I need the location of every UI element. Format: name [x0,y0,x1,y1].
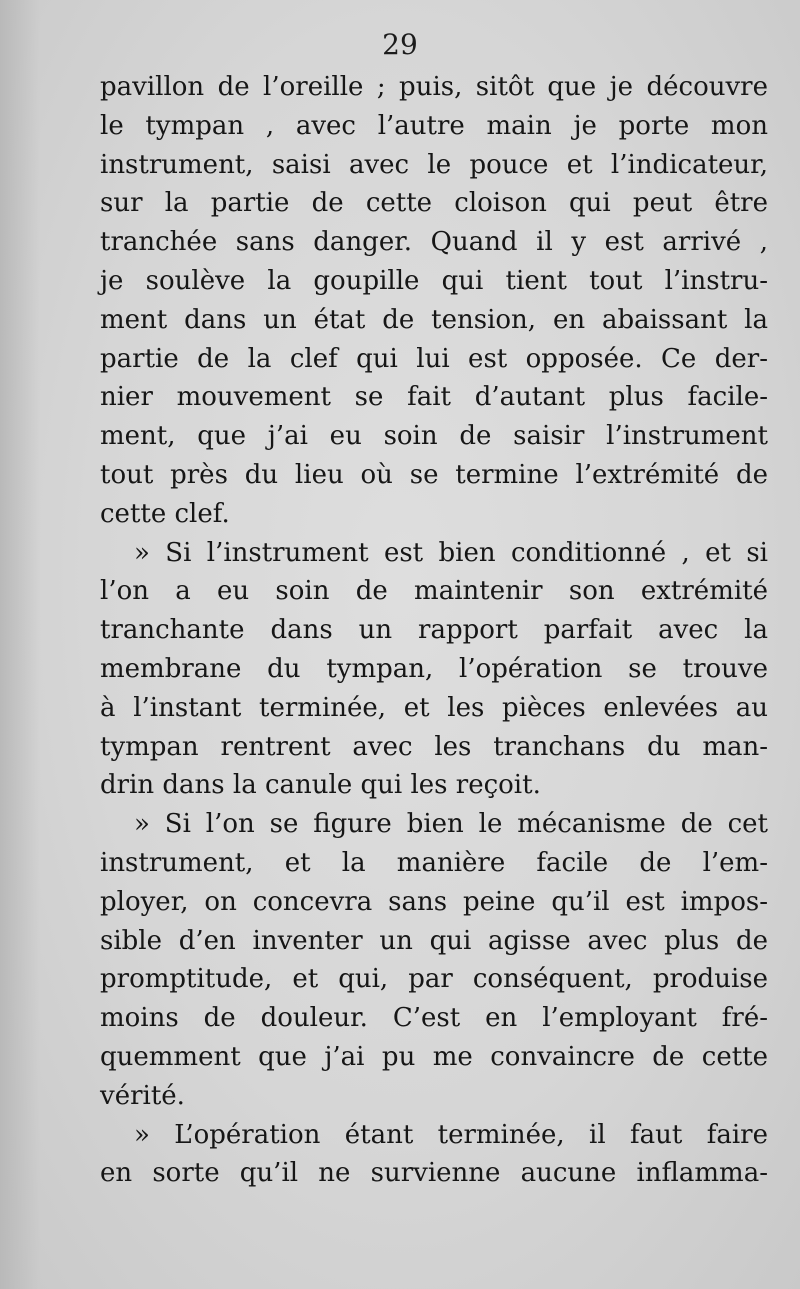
text-line: nier mouvement se fait d’autant plus facile- [100,382,768,413]
text-line: quemment que j’ai pu me convaincre de cette [100,1041,768,1072]
text-line: instrument, saisi avec le pouce et l’indicateur, [100,149,768,180]
body-text [100,68,768,1193]
text-line: promptitude, et qui, par conséquent, produise [100,964,768,995]
text-line: tympan rentrent avec les tranchans du man- [100,731,768,762]
text-line: je soulève la goupille qui tient tout l’instru- [100,265,768,296]
text-line: ment dans un état de tension, en abaissant la [100,304,768,335]
text-line: ment, que j’ai eu soin de saisir l’instrument [100,421,768,452]
text-line: drin dans la canule qui les reçoit. [100,770,541,801]
text-line: membrane du tympan, l’opération se trouve [100,653,768,684]
text-line: tranchée sans danger. Quand il y est arrivé , [100,227,768,258]
text-line: le tympan , avec l’autre main je porte mon [100,110,768,141]
text-line: l’on a eu soin de maintenir son extrémité [100,576,768,607]
text-line: cette clef. [100,498,230,529]
text-line: tranchante dans un rapport parfait avec la [100,615,768,646]
text-line: sur la partie de cette cloison qui peut être [100,188,768,219]
text-line: pavillon de l’oreille ; puis, sitôt que je découvre [100,72,768,102]
text-line: sible d’en inventer un qui agisse avec plus de [100,925,768,956]
text-line: moins de douleur. C’est en l’employant fré- [100,1003,768,1034]
text-line: » L’opération étant terminée, il faut faire [134,1119,768,1150]
text-line: vérité. [100,1080,185,1111]
text-line: » Si l’instrument est bien conditionné , et si [134,537,768,568]
text-line: en sorte qu’il ne survienne aucune inflamma- [100,1158,768,1189]
text-line: à l’instant terminée, et les pièces enlevées au [100,692,768,723]
text-line: instrument, et la manière facile de l’em- [100,847,768,878]
text-line: » Si l’on se figure bien le mécanisme de cet [134,809,768,840]
text-line: ployer, on concevra sans peine qu’il est impos- [100,886,768,917]
text-line: tout près du lieu où se termine l’extrémité de [100,459,768,490]
text-line: partie de la clef qui lui est opposée. Ce der- [100,343,768,374]
gutter-shadow [0,0,40,1289]
page-number: 29 [382,28,418,61]
